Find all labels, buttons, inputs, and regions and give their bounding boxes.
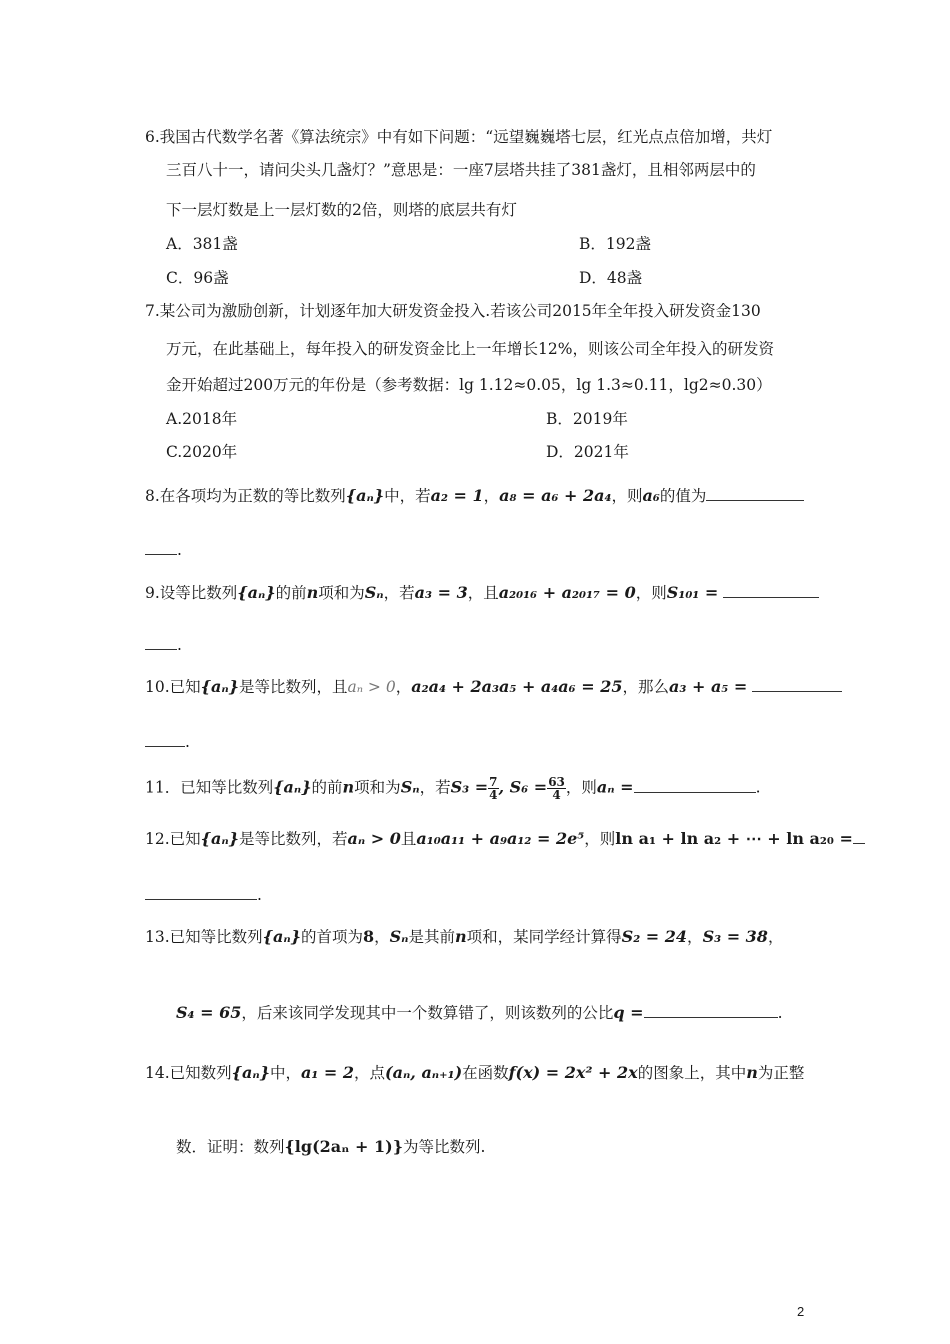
a2-eq-1: a₂ = 1 bbox=[430, 486, 484, 505]
q7-line-2: 万元，在此基础上，每年投入的研发资金比上一年增长12%，则该公司全年投入的研发资 bbox=[166, 340, 774, 358]
q12-line-2: . bbox=[145, 884, 810, 906]
answer-blank bbox=[145, 885, 257, 900]
q12-line-1: 12.已知{aₙ}是等比数列，若aₙ > 0且a₁₀a₁₁ + a₉a₁₂ = 2e⁵，则ln a₁ + ln a₂ + ⋯ + ln a₂₀ = bbox=[145, 828, 810, 850]
q6-line-1: 6.我国古代数学名著《算法统宗》中有如下问题：“远望巍巍塔七层，红光点点倍加增，共灯 bbox=[145, 128, 773, 146]
answer-blank bbox=[145, 540, 177, 555]
q13-line-1: 13.已知等比数列{aₙ}的首项为8，Sₙ是其前n项和，某同学经计算得S₂ = 24，S₃ = 38， bbox=[145, 927, 784, 946]
q7-option-c: C.2020年 bbox=[166, 443, 238, 461]
q7-option-b: B．2019年 bbox=[546, 410, 628, 428]
answer-blank bbox=[145, 635, 177, 650]
q9-line-2: . bbox=[145, 634, 810, 656]
q14-line-1: 14.已知数列{aₙ}中，a₁ = 2，点(aₙ, aₙ₊₁)在函数f(x) = 2x² + 2x的图象上，其中n为正整 bbox=[145, 1063, 805, 1082]
answer-blank bbox=[723, 583, 819, 598]
q8-line-1: 8.在各项均为正数的等比数列{aₙ}中，若a₂ = 1，a₈ = a₆ + 2a₄，则a₆的值为 bbox=[145, 485, 810, 507]
answer-blank bbox=[752, 677, 842, 692]
q7-option-d: D．2021年 bbox=[546, 443, 629, 461]
q14-line-2: 数．证明：数列{lg(2aₙ + 1)}为等比数列. bbox=[176, 1137, 486, 1156]
q7-option-a: A.2018年 bbox=[166, 410, 238, 428]
q8-line-2: . bbox=[145, 539, 810, 561]
q6-option-c: C．96盏 bbox=[166, 269, 229, 287]
q11-line-1: 11．已知等比数列{aₙ}的前n项和为Sₙ，若S₃ = $\frac{7}{4}$ , S₆ = $\frac{63}{4}$ ，则aₙ = . bbox=[145, 775, 761, 802]
q6-line-2: 三百八十一，请问尖头几盏灯？”意思是：一座7层塔共挂了381盏灯，且相邻两层中的 bbox=[166, 161, 756, 179]
q7-line-3: 金开始超过200万元的年份是（参考数据：lg 1.12≈0.05，lg 1.3≈0.11，lg2≈0.30） bbox=[166, 376, 772, 394]
answer-blank bbox=[853, 829, 865, 844]
fraction-s3: $\frac{7}{4}$ bbox=[489, 775, 498, 802]
q10-line-1: 10.已知{aₙ}是等比数列，且aₙ > 0，a₂a₄ + 2a₃a₅ + a₄a₆ = 25，那么a₃ + a₅ = bbox=[145, 676, 810, 698]
q7-line-1: 7.某公司为激励创新，计划逐年加大研发资金投入.若该公司2015年全年投入研发资金130 bbox=[145, 302, 761, 320]
q6-line-3: 下一层灯数是上一层灯数的2倍，则塔的底层共有灯 bbox=[166, 201, 517, 219]
q6-option-a: A．381盏 bbox=[166, 235, 238, 253]
answer-blank bbox=[644, 1003, 778, 1018]
q6-option-d: D．48盏 bbox=[579, 269, 643, 287]
q13-line-2: S₄ = 65，后来该同学发现其中一个数算错了，则该数列的公比q = . bbox=[176, 1003, 783, 1022]
q10-line-2: . bbox=[145, 731, 810, 753]
seq-an: {aₙ} bbox=[345, 486, 385, 505]
page-number: 2 bbox=[797, 1304, 805, 1319]
fraction-s6: $\frac{63}{4}$ bbox=[548, 775, 565, 802]
answer-blank bbox=[706, 486, 804, 501]
answer-blank bbox=[634, 778, 756, 793]
answer-blank bbox=[145, 732, 185, 747]
q6-option-b: B．192盏 bbox=[579, 235, 651, 253]
q9-line-1: 9.设等比数列{aₙ}的前n项和为Sₙ，若a₃ = 3，且a₂₀₁₆ + a₂₀₁₇ = 0，则S₁₀₁ = bbox=[145, 582, 810, 604]
a6: a₆ bbox=[642, 486, 660, 505]
a8-eq: a₈ = a₆ + 2a₄ bbox=[499, 486, 612, 505]
